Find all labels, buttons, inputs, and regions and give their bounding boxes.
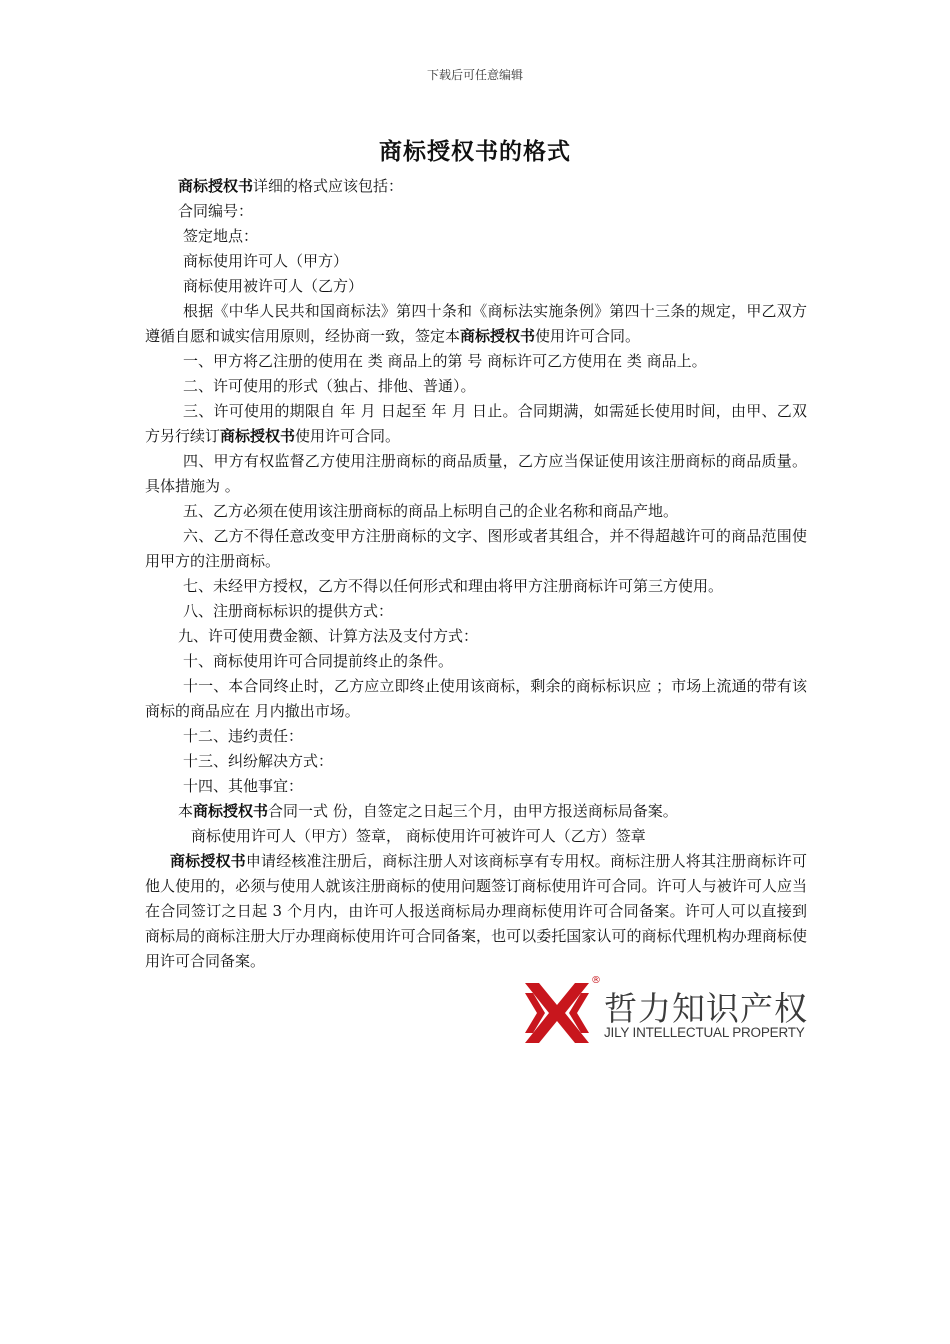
clause-2: 二、许可使用的形式（独占、排他、普通）。: [183, 377, 476, 395]
licensee-line: 商标使用被许可人（乙方）: [183, 277, 364, 295]
copies-line: 本商标授权书合同一式 份，自签定之日起三个月，由甲方报送商标局备案。: [178, 802, 678, 820]
logo-mark-icon: [525, 983, 589, 1043]
clause-3: 三、许可使用的期限自 年 月 日起至 年 月 日止。合同期满，如需延长使用时间，由甲、乙双方另行续订商标授权书使用许可合同。: [145, 402, 807, 445]
clause-5: 五、乙方必须在使用该注册商标的商品上标明自己的企业名称和商品产地。: [183, 502, 679, 520]
bold-term: 商标授权书: [220, 427, 296, 445]
clause-9: 九、许可使用费金额、计算方法及支付方式：: [178, 627, 479, 645]
clause-14: 十四、其他事宜：: [183, 777, 304, 795]
intro-line: 商标授权书详细的格式应该包括：: [178, 177, 404, 195]
clause-13: 十三、纠纷解决方式：: [183, 752, 334, 770]
bold-term: 商标授权书: [178, 177, 254, 195]
logo-english-name: JILY INTELLECTUAL PROPERTY: [604, 1025, 805, 1040]
page-header: 下载后可任意编辑: [426, 68, 523, 82]
paragraph-basis: 根据《中华人民共和国商标法》第四十条和《商标法实施条例》第四十三条的规定，甲乙双方遵循自愿和诚实信用原则，经协商一致，签定本商标授权书使用许可合同。: [145, 302, 807, 345]
registered-mark: ®: [591, 975, 601, 986]
clause-10: 十、商标使用许可合同提前终止的条件。: [183, 652, 454, 670]
clause-4: 四、甲方有权监督乙方使用注册商标的商品质量，乙方应当保证使用该注册商标的商品质量。具体措施为 。: [145, 452, 807, 495]
signature-line: 商标使用许可人（甲方）签章， 商标使用许可被许可人（乙方）签章: [191, 827, 646, 845]
bold-term: 商标授权书: [460, 327, 536, 345]
document-body: [145, 174, 807, 974]
bold-term: 商标授权书: [170, 852, 246, 870]
bold-term: 商标授权书: [193, 802, 269, 820]
clause-11: 十一、本合同终止时，乙方应立即终止使用该商标，剩余的商标标识应 ；市场上流通的带有该商标的商品应在 月内撤出市场。: [145, 677, 807, 720]
paragraph-registration: 商标授权书申请经核准注册后，商标注册人对该商标享有专用权。商标注册人将其注册商标许可他人使用的，必须与使用人就该注册商标的使用问题签订商标使用许可合同。许可人与被许可人应当在合同签订之日起 3 个月内，由许可人报送商标局办理商标使用许可合同备案。许可人可以直接到商标局的商标注册大厅办理商标使用许可合同备案，也可以委托国家认可的商标代理机构办理商标使用许可合同备案。: [145, 852, 807, 970]
company-logo: [525, 975, 810, 1047]
clause-7: 七、未经甲方授权，乙方不得以任何形式和理由将甲方注册商标许可第三方使用。: [183, 577, 724, 595]
signing-place-line: 签定地点：: [183, 227, 259, 245]
licensor-line: 商标使用许可人（甲方）: [183, 252, 349, 270]
clause-12: 十二、违约责任：: [183, 727, 304, 745]
clause-8: 八、注册商标标识的提供方式：: [183, 602, 394, 620]
contract-number-line: 合同编号：: [178, 202, 254, 220]
logo-chinese-name: 哲力知识产权: [604, 989, 808, 1028]
clause-6: 六、乙方不得任意改变甲方注册商标的文字、图形或者其组合，并不得超越许可的商品范围使用甲方的注册商标。: [145, 527, 807, 570]
document-title: 商标授权书的格式: [379, 138, 571, 165]
clause-1: 一、甲方将乙注册的使用在 类 商品上的第 号 商标许可乙方使用在 类 商品上。: [183, 352, 707, 370]
